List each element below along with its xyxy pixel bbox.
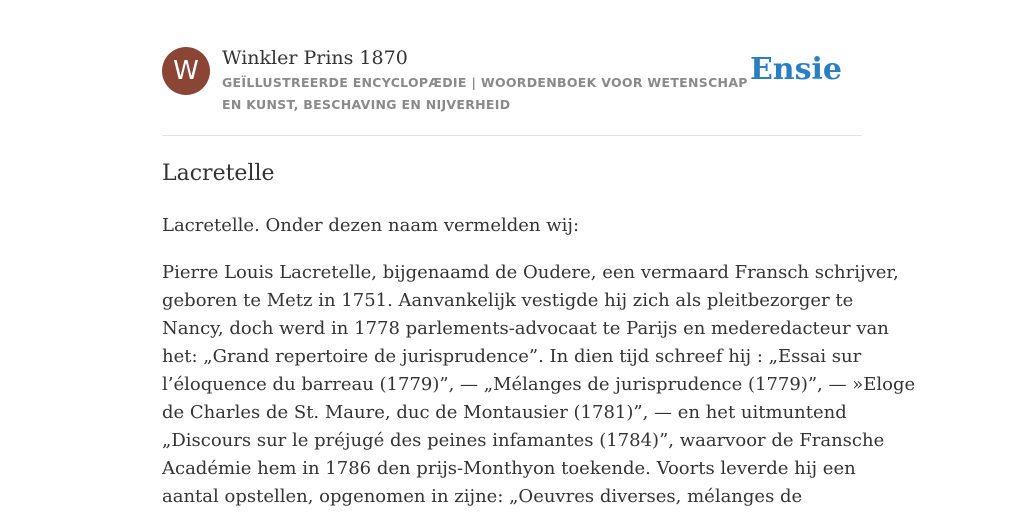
header-divider bbox=[162, 135, 862, 136]
source-subtitle: GEÏLLUSTREERDE ENCYCLOPÆDIE | WOORDENBOEK VOOR WETENSCHAP EN KUNST, BESCHAVING EN NIJVERHEID bbox=[222, 75, 748, 112]
body-line: de Charles de St. Maure, duc de Montausier (1781)”, — en het uitmuntend bbox=[162, 402, 847, 423]
article-body bbox=[162, 259, 916, 511]
source-title[interactable]: Winkler Prins 1870 bbox=[222, 47, 408, 69]
body-line: Académie hem in 1786 den prijs-Monthyon toekende. Voorts leverde hij een bbox=[162, 458, 856, 479]
article-intro: Lacretelle. Onder dezen naam vermelden wij: bbox=[162, 215, 580, 236]
ensie-logo-link[interactable]: Ensie bbox=[749, 52, 842, 87]
source-header bbox=[162, 46, 862, 116]
body-line: Pierre Louis Lacretelle, bijgenaamd de Oudere, een vermaard Fransch schrijver, bbox=[162, 262, 899, 283]
body-line: Nancy, doch werd in 1778 parlements-advocaat te Parijs en mederedacteur van bbox=[162, 318, 889, 339]
body-line: aantal opstellen, opgenomen in zijne: „Oeuvres diverses, mélanges de bbox=[162, 486, 803, 507]
source-avatar[interactable]: W bbox=[162, 47, 210, 95]
body-line: geboren te Metz in 1751. Aanvankelijk vestigde hij zich als pleitbezorger te bbox=[162, 290, 854, 311]
article-title: Lacretelle bbox=[162, 161, 275, 186]
body-line: l’éloquence du barreau (1779)”, — „Mélanges de jurisprudence (1779)”, — »Eloge bbox=[162, 374, 916, 395]
body-line: „Discours sur le préjugé des peines infamantes (1784)”, waarvoor de Fransche bbox=[162, 430, 885, 451]
body-line: het: „Grand repertoire de jurisprudence”. In dien tijd schreef hij : „Essai sur bbox=[162, 346, 862, 367]
